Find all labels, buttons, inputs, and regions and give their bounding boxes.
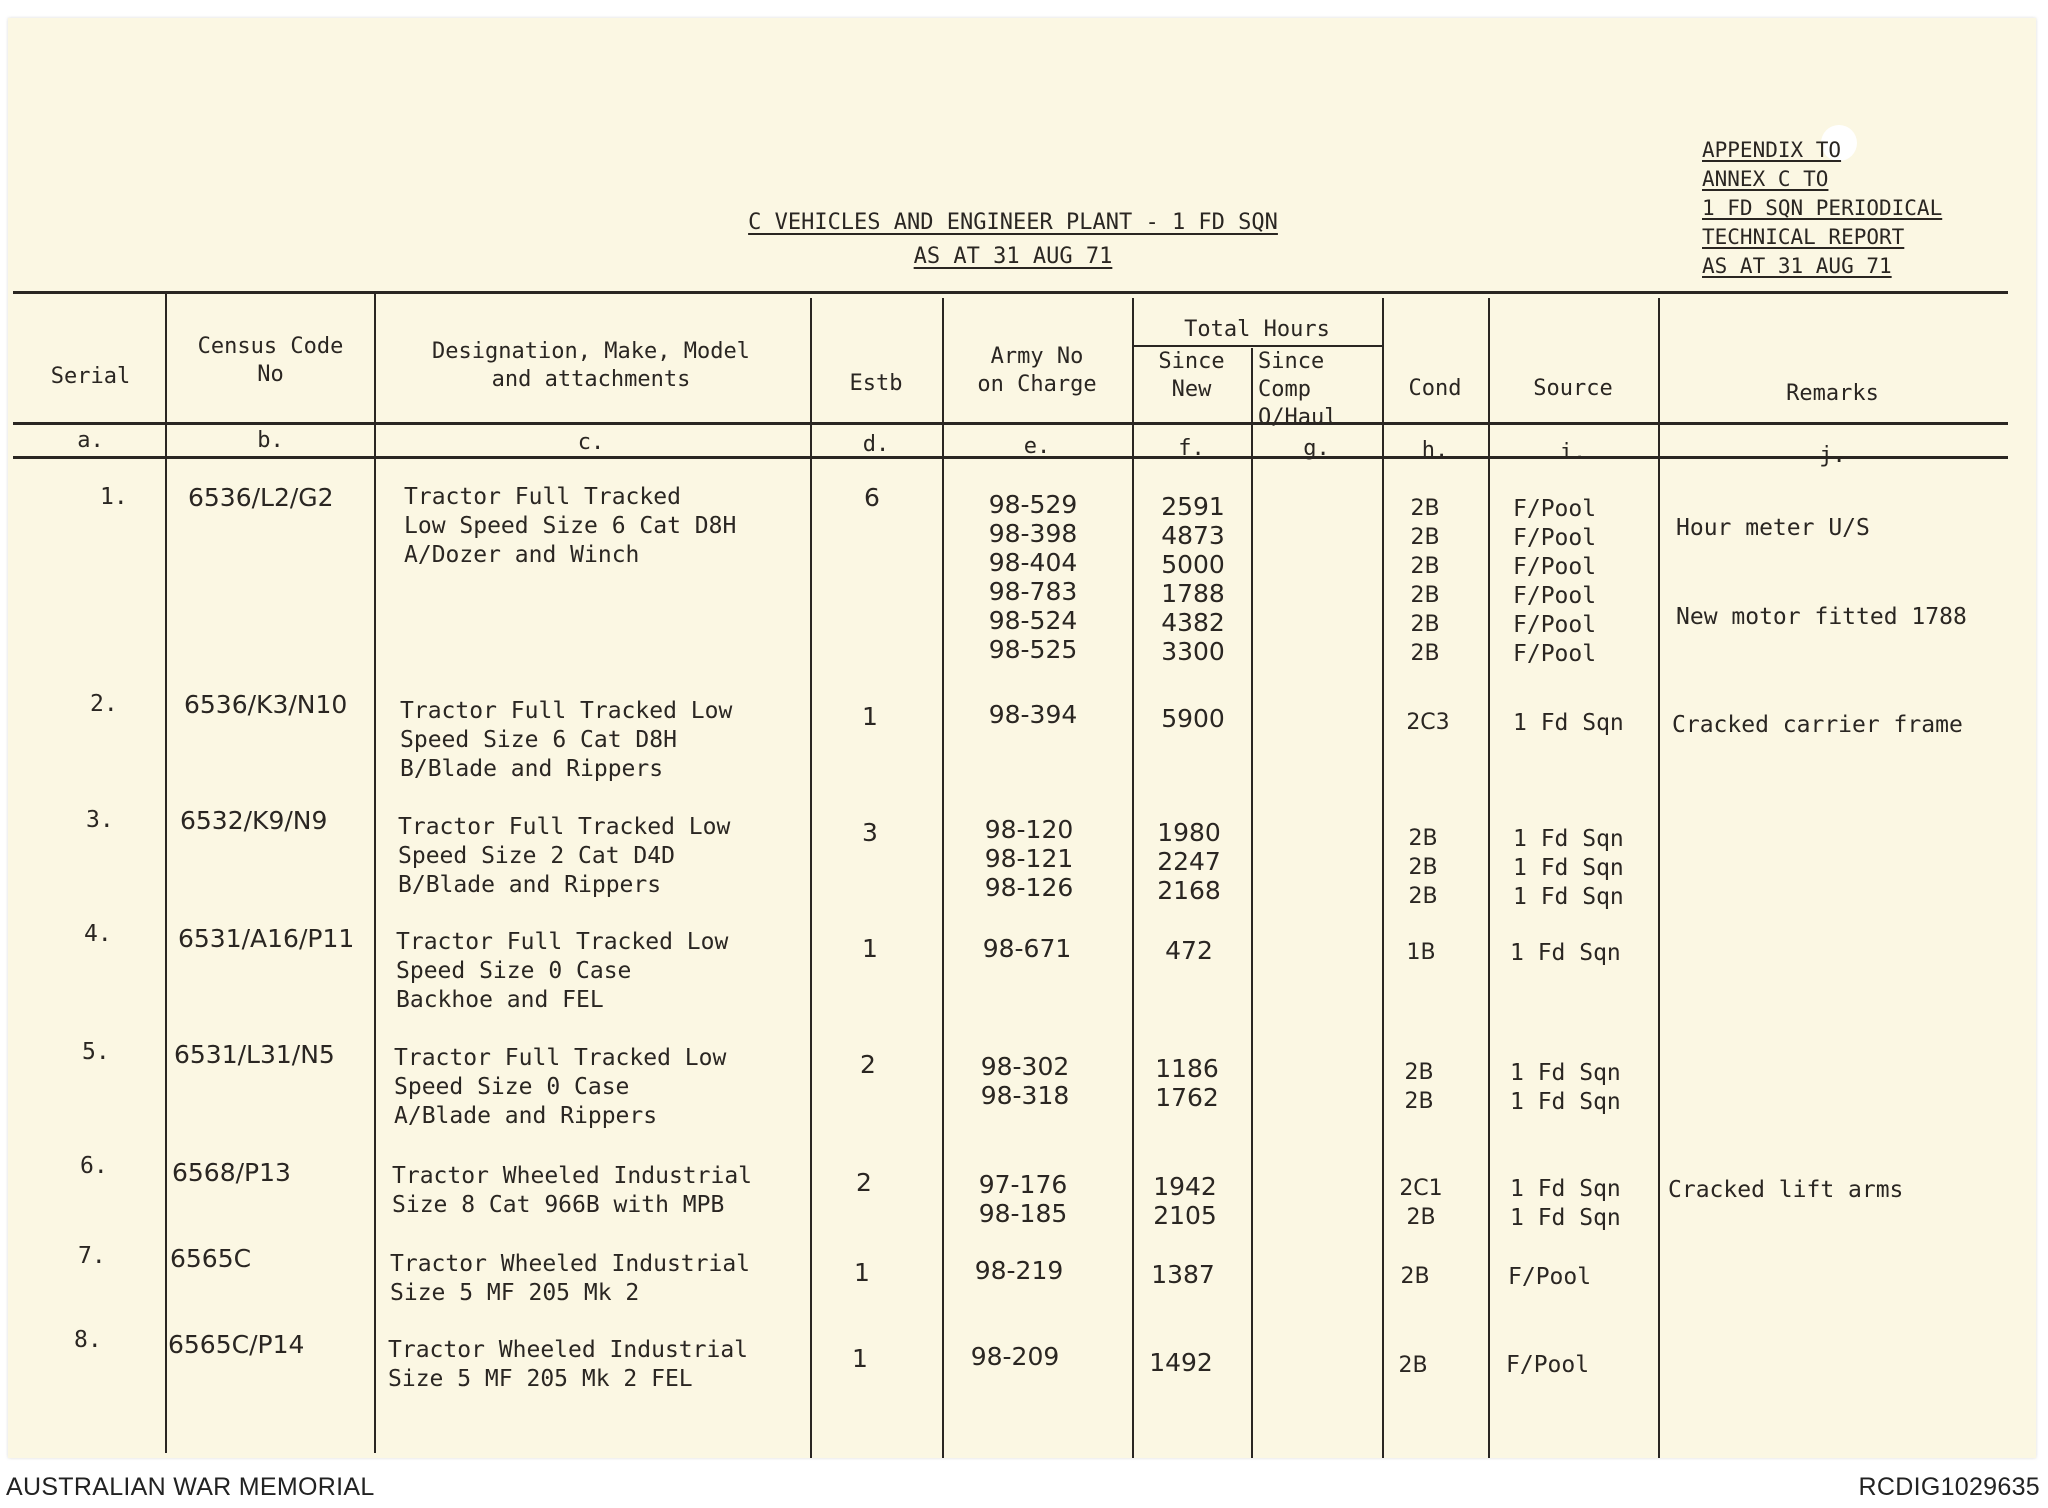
row-source: 1 Fd Sqn <box>1510 940 1621 966</box>
header-line: Since <box>1258 349 1325 374</box>
army-number: 98-120 <box>984 815 1074 844</box>
title-line-1: C VEHICLES AND ENGINEER PLANT - 1 FD SQN <box>748 210 1278 235</box>
row-designation <box>388 1336 748 1394</box>
row-estb: 1 <box>862 934 878 963</box>
column-divider <box>1488 298 1490 1458</box>
source-value: F/Pool <box>1513 496 1597 522</box>
designation-line: B/Blade and Rippers <box>398 872 662 898</box>
column-divider <box>165 293 167 1453</box>
army-number: 97-176 <box>978 1170 1068 1199</box>
row-hours-since-new: 1387 <box>1151 1260 1215 1289</box>
row-army-numbers <box>958 490 1108 664</box>
appendix-line: APPENDIX TO <box>1702 138 1842 162</box>
row-serial: 3. <box>86 807 114 833</box>
row-source <box>1513 495 1596 669</box>
row-remarks: Cracked carrier frame <box>1672 712 1963 738</box>
column-divider <box>810 298 812 1458</box>
row-census-code: 6531/A16/P11 <box>178 924 355 953</box>
column-letter: i. <box>1559 440 1587 465</box>
document-subtitle <box>648 242 1378 272</box>
cond-value: 2B <box>1404 1089 1434 1114</box>
header-line: Since <box>1158 349 1225 374</box>
header-line: No <box>257 362 284 387</box>
designation-line: Speed Size 6 Cat D8H <box>400 727 677 753</box>
row-estb: 1 <box>862 702 878 731</box>
row-designation <box>404 483 736 570</box>
cond-value: 2B <box>1410 525 1440 550</box>
army-number: 98-126 <box>984 873 1074 902</box>
hours-value: 1788 <box>1161 579 1225 608</box>
row-serial: 1. <box>100 484 128 510</box>
appendix-line: 1 FD SQN PERIODICAL <box>1702 196 1943 220</box>
header-rule <box>13 422 2008 425</box>
row-source: F/Pool <box>1508 1264 1592 1290</box>
row-army-numbers <box>954 815 1104 902</box>
row-source: F/Pool <box>1506 1352 1590 1378</box>
row-source: 1 Fd Sqn <box>1513 710 1624 736</box>
designation-line: Backhoe and FEL <box>396 987 604 1013</box>
header-serial: Serial <box>50 364 131 389</box>
column-letter: a. <box>77 428 104 453</box>
row-remarks: Cracked lift arms <box>1668 1177 1904 1203</box>
cond-value: 2B <box>1410 641 1440 666</box>
designation-line: Tractor Full Tracked <box>404 484 681 510</box>
column-letter: e. <box>1023 434 1051 459</box>
row-estb: 2 <box>860 1050 876 1079</box>
row-serial: 4. <box>84 921 112 947</box>
row-army-numbers: 98-394 <box>988 700 1078 729</box>
row-serial: 6. <box>80 1153 108 1179</box>
column-divider <box>374 293 376 1453</box>
designation-line: Size 8 Cat 966B with MPB <box>392 1192 725 1218</box>
header-since-comp <box>1258 348 1380 432</box>
header-line: Census Code <box>197 334 344 359</box>
footer-credit: AUSTRALIAN WAR MEMORIAL <box>6 1473 375 1501</box>
designation-line: Speed Size 0 Case <box>396 958 632 984</box>
row-remarks: Hour meter U/S <box>1676 515 1870 541</box>
source-value: F/Pool <box>1513 554 1597 580</box>
row-designation <box>390 1250 750 1308</box>
army-number: 98-783 <box>988 577 1078 606</box>
designation-line: Tractor Wheeled Industrial <box>390 1251 751 1277</box>
row-source <box>1513 825 1624 912</box>
designation-line: A/Blade and Rippers <box>394 1103 658 1129</box>
cond-value: 2B <box>1404 1060 1434 1085</box>
row-army-numbers: 98-209 <box>970 1342 1060 1371</box>
row-cond: 2B <box>1400 1264 1430 1289</box>
army-number: 98-318 <box>980 1081 1070 1110</box>
appendix-line: AS AT 31 AUG 71 <box>1702 254 1892 278</box>
army-number: 98-524 <box>988 606 1078 635</box>
row-estb: 1 <box>852 1344 868 1373</box>
row-estb: 3 <box>862 818 878 847</box>
header-line: O/Haul <box>1258 405 1338 430</box>
cond-value: 2B <box>1410 612 1440 637</box>
row-census-code: 6568/P13 <box>172 1158 291 1187</box>
row-designation <box>392 1162 752 1220</box>
designation-line: Tractor Full Tracked Low <box>398 814 731 840</box>
table-top-rule <box>13 291 2008 294</box>
row-hours-since-new: 1492 <box>1149 1348 1213 1377</box>
hours-value: 2168 <box>1157 876 1221 905</box>
header-line: and attachments <box>491 367 691 392</box>
column-letter: d. <box>862 432 890 457</box>
row-source <box>1510 1059 1621 1117</box>
cond-value: 2B <box>1410 496 1440 521</box>
row-census-code: 6536/L2/G2 <box>188 483 334 512</box>
row-cond <box>1388 824 1458 911</box>
hours-value: 5000 <box>1161 550 1225 579</box>
header-designation <box>376 338 806 394</box>
column-letter: j. <box>1819 443 1846 468</box>
hours-value: 1942 <box>1153 1172 1217 1201</box>
hours-value: 2105 <box>1153 1201 1217 1230</box>
army-number: 98-302 <box>980 1052 1070 1081</box>
column-divider <box>1658 298 1660 1458</box>
row-hours-since-new: 5900 <box>1161 704 1225 733</box>
row-estb: 2 <box>856 1168 872 1197</box>
row-census-code: 6565C/P14 <box>168 1330 305 1359</box>
row-cond <box>1390 494 1460 668</box>
column-letter: b. <box>257 428 284 453</box>
column-letter: c. <box>577 430 605 455</box>
row-serial: 5. <box>82 1039 110 1065</box>
row-cond: 2B <box>1398 1353 1428 1378</box>
army-number: 98-185 <box>978 1199 1068 1228</box>
header-total-hours: Total Hours <box>1184 317 1330 342</box>
header-census <box>168 333 373 389</box>
hours-value: 1980 <box>1157 818 1221 847</box>
designation-line: Speed Size 0 Case <box>394 1074 630 1100</box>
header-remarks: Remarks <box>1786 381 1879 406</box>
row-census-code: 6532/K9/N9 <box>180 806 328 835</box>
title-line-2: AS AT 31 AUG 71 <box>913 244 1113 269</box>
row-hours-since-new <box>1144 818 1234 905</box>
source-value: 1 Fd Sqn <box>1513 884 1624 910</box>
hours-value: 1762 <box>1155 1083 1219 1112</box>
header-estb: Estb <box>849 371 903 396</box>
header-cond: Cond <box>1408 376 1462 401</box>
hours-value: 4382 <box>1161 608 1225 637</box>
designation-line: A/Dozer and Winch <box>404 542 640 568</box>
designation-line: Tractor Full Tracked Low <box>394 1045 727 1071</box>
column-letter: h. <box>1421 438 1449 463</box>
cond-value: 2B <box>1408 826 1438 851</box>
row-source <box>1510 1175 1621 1233</box>
total-hours-rule <box>1132 345 1382 347</box>
row-designation <box>394 1044 726 1131</box>
source-value: 1 Fd Sqn <box>1510 1176 1621 1202</box>
cond-value: 2B <box>1410 554 1440 579</box>
designation-line: Speed Size 2 Cat D4D <box>398 843 675 869</box>
designation-line: Tractor Full Tracked Low <box>396 929 729 955</box>
source-value: 1 Fd Sqn <box>1513 826 1624 852</box>
header-source: Source <box>1533 376 1613 401</box>
row-serial: 2. <box>90 691 118 717</box>
army-number: 98-529 <box>988 490 1078 519</box>
source-value: 1 Fd Sqn <box>1510 1205 1621 1231</box>
row-army-numbers: 98-671 <box>982 934 1072 963</box>
row-census-code: 6536/K3/N10 <box>184 690 348 719</box>
row-army-numbers: 98-219 <box>974 1256 1064 1285</box>
row-hours-since-new <box>1140 1172 1230 1230</box>
cond-value: 2B <box>1408 855 1438 880</box>
row-designation <box>400 697 732 784</box>
row-hours-since-new <box>1148 492 1238 666</box>
designation-line: Tractor Wheeled Industrial <box>392 1163 753 1189</box>
row-serial: 8. <box>74 1327 102 1353</box>
army-number: 98-525 <box>988 635 1078 664</box>
column-letter: g. <box>1303 436 1330 461</box>
designation-line: Tractor Full Tracked Low <box>400 698 733 724</box>
appendix-line: TECHNICAL REPORT <box>1702 225 1905 249</box>
header-line: Comp <box>1258 377 1311 402</box>
row-army-numbers <box>950 1052 1100 1110</box>
row-army-numbers <box>948 1170 1098 1228</box>
header-line: Army No <box>990 344 1084 369</box>
source-value: F/Pool <box>1513 525 1597 551</box>
header-line: Designation, Make, Model <box>432 339 750 364</box>
row-estb: 1 <box>854 1258 870 1287</box>
appendix-line: ANNEX C TO <box>1702 167 1829 191</box>
army-number: 98-404 <box>988 548 1078 577</box>
row-census-code: 6531/L31/N5 <box>174 1040 335 1069</box>
designation-line: Size 5 MF 205 Mk 2 <box>390 1280 640 1306</box>
source-value: 1 Fd Sqn <box>1513 855 1624 881</box>
designation-line: Size 5 MF 205 Mk 2 FEL <box>388 1366 693 1392</box>
army-number: 98-398 <box>988 519 1078 548</box>
appendix-reference <box>1702 136 1942 281</box>
designation-line: Low Speed Size 6 Cat D8H <box>404 513 737 539</box>
footer-id: RCDIG1029635 <box>1858 1473 2040 1501</box>
column-divider <box>1251 348 1253 1458</box>
column-divider <box>1132 298 1134 1458</box>
cond-value: 2B <box>1406 1205 1436 1230</box>
row-hours-since-new <box>1142 1054 1232 1112</box>
hours-value: 2591 <box>1161 492 1225 521</box>
row-hours-since-new: 472 <box>1165 936 1213 965</box>
header-since-new <box>1134 348 1249 404</box>
hours-value: 4873 <box>1161 521 1225 550</box>
row-designation <box>396 928 728 1015</box>
row-census-code: 6565C <box>170 1244 252 1273</box>
source-value: 1 Fd Sqn <box>1510 1060 1621 1086</box>
row-serial: 7. <box>78 1243 106 1269</box>
source-value: F/Pool <box>1513 583 1597 609</box>
row-cond <box>1384 1058 1454 1116</box>
hours-value: 2247 <box>1157 847 1221 876</box>
cond-value: 2C1 <box>1399 1176 1443 1201</box>
source-value: 1 Fd Sqn <box>1510 1089 1621 1115</box>
designation-line: B/Blade and Rippers <box>400 756 664 782</box>
hours-value: 3300 <box>1161 637 1225 666</box>
header-army-no <box>944 343 1130 399</box>
source-value: F/Pool <box>1513 641 1597 667</box>
row-remarks: New motor fitted 1788 <box>1676 604 1967 630</box>
designation-line: Tractor Wheeled Industrial <box>388 1337 749 1363</box>
column-letter: f. <box>1178 436 1205 461</box>
header-line: on Charge <box>977 372 1097 397</box>
row-cond: 1B <box>1406 940 1436 965</box>
hours-value: 1186 <box>1155 1054 1219 1083</box>
row-cond <box>1384 1174 1458 1232</box>
row-cond: 2C3 <box>1406 710 1450 735</box>
row-estb: 6 <box>864 483 880 512</box>
header-line: New <box>1171 377 1212 402</box>
document-title <box>648 208 1378 238</box>
cond-value: 2B <box>1408 884 1438 909</box>
document-page <box>8 18 2036 1458</box>
row-designation <box>398 813 730 900</box>
source-value: F/Pool <box>1513 612 1597 638</box>
army-number: 98-121 <box>984 844 1074 873</box>
cond-value: 2B <box>1410 583 1440 608</box>
